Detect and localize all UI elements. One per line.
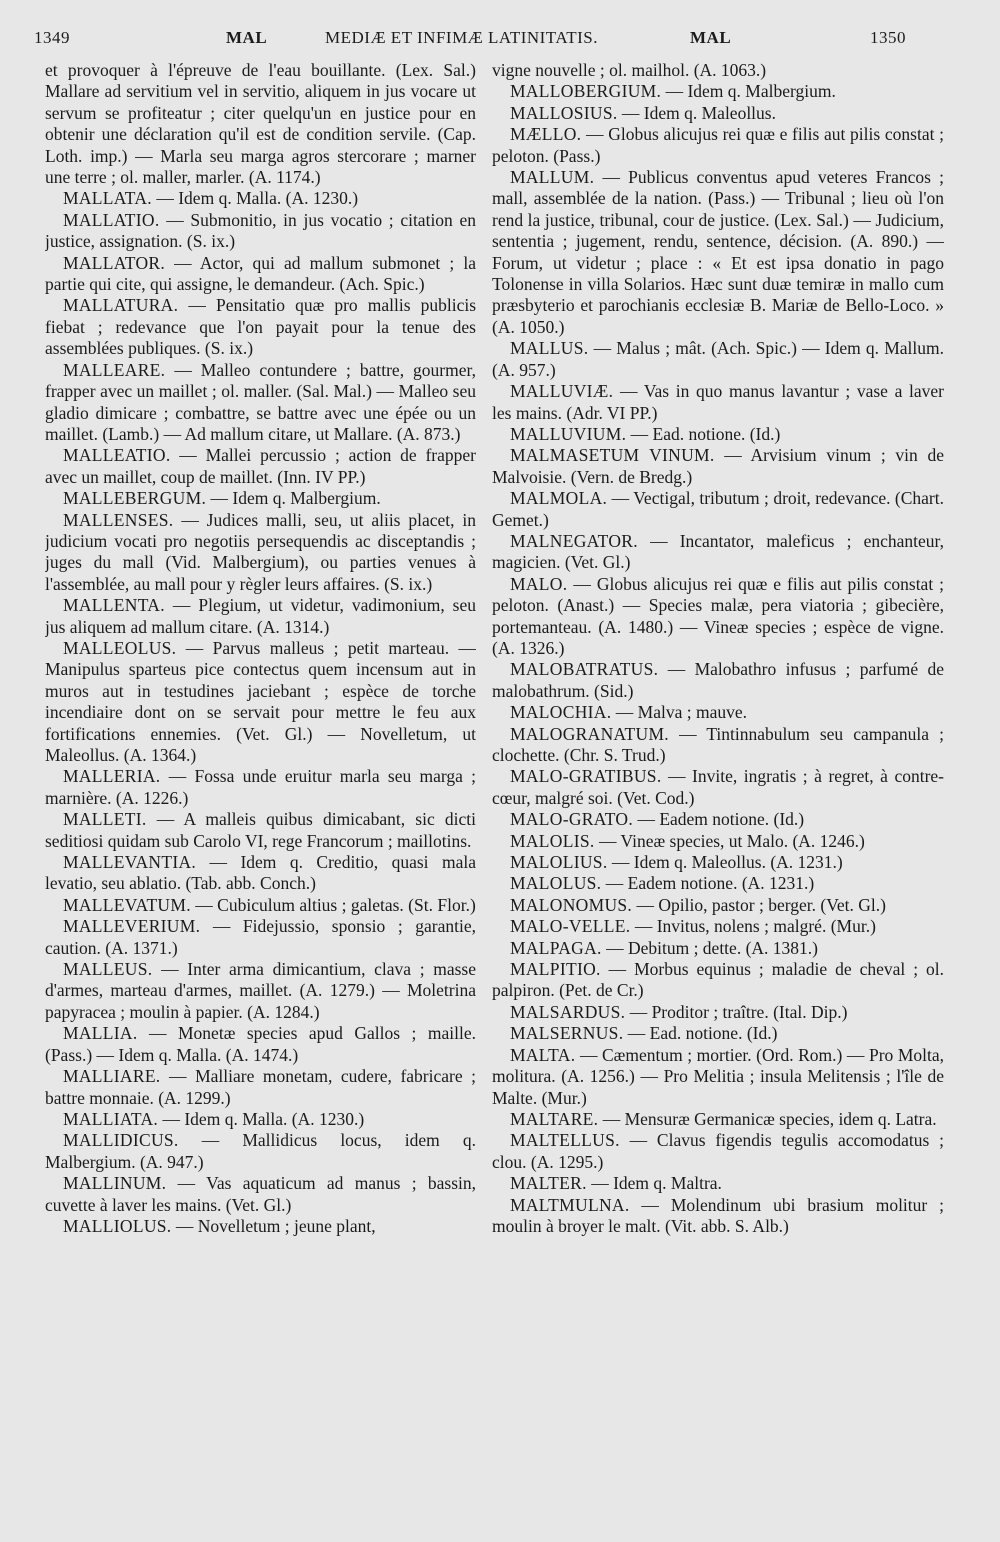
entry-definition: — Idem q. Malbergium.	[210, 488, 381, 509]
dictionary-entry	[45, 1023, 476, 1066]
entry-headword: MALTMULNA.	[510, 1194, 630, 1215]
entry-headword: MALTA.	[510, 1044, 576, 1065]
dictionary-entry	[492, 809, 944, 830]
dictionary-entry	[492, 574, 944, 660]
entry-definition: — Novelletum ; jeune plant,	[175, 1215, 376, 1236]
dictionary-entry	[492, 766, 944, 809]
entry-definition: — Inter arma dimicantium, clava ; masse d'armes, marteau d'armes, maillet. (A. 1279.) — Moletrina papyracea ; moulin à papier. (A. 1284.)	[45, 959, 476, 1022]
entry-definition: — Submonitio, in jus vocatio ; citation en justice, assignation. (S. ix.)	[45, 209, 476, 252]
entry-definition: — Vineæ species, ut Malo. (A. 1246.)	[598, 830, 865, 851]
entry-definition: — Malva ; mauve.	[615, 702, 747, 723]
entry-definition: — Idem q. Malla. (A. 1230.)	[162, 1108, 365, 1129]
entry-headword: MALOGRANATUM.	[510, 723, 669, 744]
dictionary-entry	[492, 103, 944, 124]
dictionary-entry	[45, 595, 476, 638]
dictionary-entry	[492, 873, 944, 894]
entry-definition: — Malliare monetam, cudere, fabricare ; battre monnaie. (A. 1299.)	[45, 1066, 476, 1108]
entry-definition: — Opilio, pastor ; berger. (Vet. Gl.)	[636, 894, 886, 915]
entry-headword: MALLUVIUM.	[510, 423, 627, 444]
entry-definition: — Pensitatio quæ pro mallis publicis fiebat ; redevance que l'on payait pour la tenue des assemblées publiques. (S. ix.)	[45, 295, 476, 359]
entry-headword: MALLEBERGUM.	[63, 488, 207, 509]
entry-headword: MALO-GRATO.	[510, 809, 634, 830]
dictionary-entry	[492, 381, 944, 424]
dictionary-entry	[45, 959, 476, 1023]
entry-headword: MALLERIA.	[63, 766, 161, 787]
dictionary-entry	[492, 1023, 944, 1044]
entry-headword: MALLOSIUS.	[510, 102, 618, 123]
dictionary-entry	[492, 724, 944, 767]
entry-headword: MALLIATA.	[63, 1108, 159, 1129]
entry-headword: MALMASETUM VINUM.	[510, 445, 715, 466]
entry-headword: MALONOMUS.	[510, 894, 633, 915]
entry-headword: MALLEVATUM.	[63, 894, 191, 915]
dictionary-entry	[45, 766, 476, 809]
entry-definition: — Malleo contundere ; battre, gourmer, frapper avec un maillet ; ol. maller. (Sal. Mal.) — Malleo seu gladio dimicare ; combattre, se battre avec une épée ou un maillet. (Lamb.) — Ad mallum citare, ut Mallare. (A. 873.)	[45, 359, 476, 444]
dictionary-entry	[492, 60, 944, 81]
entry-definition: — Globus alicujus rei quæ e filis aut pilis constat ; peloton. (Anast.) — Species malæ, pera viatoria ; gibecière, portemanteau. (A. 1480.) — Vineæ species ; espèce de vigne. (A. 1326.)	[492, 573, 944, 658]
entry-definition: — Vas in quo manus lavantur ; vase a laver les mains. (Adr. VI PP.)	[492, 381, 944, 423]
dictionary-entry	[45, 360, 476, 446]
running-header	[0, 28, 1000, 58]
dictionary-entry	[492, 488, 944, 531]
entry-headword: MALLOBERGIUM.	[510, 81, 662, 102]
entry-headword: MALLUM.	[510, 167, 595, 188]
entry-headword: MALMOLA.	[510, 488, 608, 509]
entry-headword: MALLENTA.	[63, 595, 165, 616]
entry-headword: MALLIOLUS.	[63, 1215, 172, 1236]
dictionary-entry	[45, 1216, 476, 1237]
dictionary-entry	[492, 1109, 944, 1130]
entry-definition: — Malobathro infusus ; parfumé de malobathrum. (Sid.)	[492, 659, 944, 701]
dictionary-entry	[45, 1173, 476, 1216]
dictionary-entry	[492, 895, 944, 916]
dictionary-entry	[492, 702, 944, 723]
entry-headword: MALLENSES.	[63, 509, 174, 530]
dictionary-entry	[45, 445, 476, 488]
dictionary-entry	[45, 1109, 476, 1130]
dictionary-entry	[45, 895, 476, 916]
entry-definition: — Idem q. Malbergium.	[665, 81, 836, 102]
dictionary-entry	[492, 916, 944, 937]
entry-headword: MALNEGATOR.	[510, 530, 638, 551]
guide-word-left: MAL	[226, 28, 268, 47]
entry-headword: MALLIDICUS.	[63, 1130, 179, 1151]
entry-definition: — Idem q. Maltra.	[591, 1173, 722, 1194]
entry-definition: — Malus ; mât. (Ach. Spic.) — Idem q. Mallum. (A. 957.)	[492, 338, 944, 380]
entry-headword: MALOCHIA.	[510, 702, 612, 723]
entry-definition: — Fidejussio, sponsio ; garantie, caution. (A. 1371.)	[45, 916, 476, 958]
entry-definition: — Idem q. Malla. (A. 1230.)	[156, 188, 359, 209]
entry-headword: MALTARE.	[510, 1108, 599, 1129]
entry-definition: — Idem q. Maleollus. (A. 1231.)	[611, 852, 843, 873]
dictionary-entry	[492, 1045, 944, 1109]
entry-definition: — Mallei percussio ; action de frapper avec un maillet, coup de maillet. (Inn. IV PP.)	[45, 445, 476, 487]
entry-definition: et provoquer à l'épreuve de l'eau bouillante. (Lex. Sal.) Mallare ad servitium vel in servitio, aliquem in jus vocare ut servum se profiteatur ; citer quelqu'un en justice pour en obtenir une déclaration qu'il est de condition servile. (Cap. Loth. imp.) — Marla seu marga agros stercorare ; marner une terre ; ol. maller, marler. (A. 1174.)	[45, 60, 476, 188]
entry-definition: — Clavus figendis tegulis accomodatus ; clou. (A. 1295.)	[492, 1130, 944, 1172]
entry-definition: — Proditor ; traître. (Ital. Dip.)	[629, 1001, 848, 1022]
entry-definition: — Actor, qui ad mallum submonet ; la partie qui cite, qui assigne, le demandeur. (Ach. Spic.)	[45, 252, 476, 295]
dictionary-entry	[45, 210, 476, 253]
dictionary-entry	[45, 916, 476, 959]
entry-definition: — Publicus conventus apud veteres Francos ; mall, assemblée de la nation. (Pass.) — Tribunal ; lieu où l'on rend la justice, tribunal, cour de justice. (Lex. Sal.) — Judicium, sententia ; jugement, rendu, sentence, décision. (A. 890.) — Forum, ut videtur ; place : « Et est ipsa donatio in pago Tolonense in villa Solarios. Hæc sunt duæ temiræ in mallo cum præsbyterio et parochianis ecclesiæ B. Mariæ de Bello-Loco. » (A. 1050.)	[492, 167, 944, 337]
dictionary-entry	[492, 938, 944, 959]
dictionary-entry	[492, 1173, 944, 1194]
running-title: MEDIÆ ET INFIMÆ LATINITATIS.	[325, 28, 598, 47]
entry-headword: MALLATA.	[63, 188, 152, 209]
dictionary-entry	[492, 959, 944, 1002]
entry-definition: — Mensuræ Germanicæ species, idem q. Latra.	[602, 1108, 937, 1129]
dictionary-entry	[492, 531, 944, 574]
entry-headword: MALSARDUS.	[510, 1001, 626, 1022]
entry-headword: MALLUVIÆ.	[510, 381, 614, 402]
entry-headword: MALLATOR.	[63, 252, 166, 273]
entry-headword: MALLINUM.	[63, 1173, 167, 1194]
dictionary-entry	[492, 338, 944, 381]
entry-headword: MALLATURA.	[63, 295, 179, 316]
entry-headword: MALLEOLUS.	[63, 637, 177, 658]
entry-definition: — Judices malli, seu, ut aliis placet, in judicium vocati pro negotiis persequendis ac disceptandis ; juges du mall (Vid. Malbergium), ou parties venues à l'assemblée, au mall pour y règler leurs affaires. (S. ix.)	[45, 509, 476, 594]
entry-headword: MÆLLO.	[510, 124, 582, 145]
dictionary-entry	[492, 124, 944, 167]
dictionary-entry	[492, 1002, 944, 1023]
entry-headword: MALOLIS.	[510, 830, 595, 851]
entry-headword: MALOBATRATUS.	[510, 659, 659, 680]
entry-definition: — Fossa unde eruitur marla seu marga ; marnière. (A. 1226.)	[45, 766, 476, 808]
dictionary-entry	[45, 60, 476, 188]
entry-headword: MALLIA.	[63, 1023, 138, 1044]
entry-definition: — Debitum ; dette. (A. 1381.)	[606, 937, 818, 958]
dictionary-entry	[45, 510, 476, 596]
entry-definition: — Monetæ species apud Gallos ; maille. (Pass.) — Idem q. Malla. (A. 1474.)	[45, 1023, 476, 1065]
entry-definition: — Idem q. Creditio, quasi mala levatio, seu ablatio. (Tab. abb. Conch.)	[45, 852, 476, 894]
dictionary-entry	[45, 809, 476, 852]
entry-definition: — Vas aquaticum ad manus ; bassin, cuvette à laver les mains. (Vet. Gl.)	[45, 1173, 476, 1215]
entry-headword: MALLEARE.	[63, 359, 166, 380]
entry-definition: — Invite, ingratis ; à regret, à contre-cœur, malgré soi. (Vet. Cod.)	[492, 766, 944, 808]
entry-headword: MALLEATIO.	[63, 445, 171, 466]
entry-definition: — Parvus malleus ; petit marteau. — Manipulus sparteus pice contectus quem incensum aut in muros aut in testudines jaciebant ; espèce de torche incendiaire dont on se servait pour mettre le feu aux fortifications ennemies. (Vet. Gl.) — Novelletum, ut Maleollus. (A. 1364.)	[45, 637, 476, 765]
dictionary-entry	[492, 424, 944, 445]
entry-definition: — Molendinum ubi brasium molitur ; moulin à broyer le malt. (Vit. abb. S. Alb.)	[492, 1194, 944, 1236]
dictionary-entry	[45, 852, 476, 895]
entry-headword: MALLATIO.	[63, 209, 160, 230]
entry-headword: MALOLIUS.	[510, 852, 608, 873]
entry-headword: MALO-GRATIBUS.	[510, 766, 662, 787]
entry-headword: MALLUS.	[510, 338, 589, 359]
entry-headword: MALLIARE.	[63, 1066, 161, 1087]
entry-headword: MALPITIO.	[510, 959, 601, 980]
dictionary-entry	[492, 1195, 944, 1238]
dictionary-entry	[492, 831, 944, 852]
left-column	[45, 60, 476, 1530]
entry-definition: — Eadem notione. (A. 1231.)	[605, 873, 815, 894]
entry-definition: — Plegium, ut videtur, vadimonium, seu jus aliquem ad mallum citare. (A. 1314.)	[45, 595, 476, 637]
right-column	[492, 60, 944, 1530]
dictionary-entry	[492, 659, 944, 702]
entry-headword: MALLEVERIUM.	[63, 916, 201, 937]
entry-definition: — Idem q. Maleollus.	[621, 102, 776, 123]
entry-definition: — Morbus equinus ; maladie de cheval ; ol. palpiron. (Pet. de Cr.)	[492, 959, 944, 1001]
entry-headword: MALPAGA.	[510, 937, 602, 958]
entry-headword: MALTELLUS.	[510, 1130, 620, 1151]
entry-definition: — Tintinnabulum seu campanula ; clochette. (Chr. S. Trud.)	[492, 723, 944, 765]
entry-definition: — Cubiculum altius ; galetas. (St. Flor.)	[195, 894, 476, 915]
page-number-left: 1349	[34, 28, 70, 47]
dictionary-entry	[45, 1066, 476, 1109]
entry-headword: MALLEVANTIA.	[63, 852, 197, 873]
guide-word-right: MAL	[690, 28, 732, 47]
entry-headword: MALTER.	[510, 1173, 587, 1194]
entry-headword: MALO.	[510, 573, 568, 594]
entry-definition: — Eadem notione. (Id.)	[637, 809, 805, 830]
entry-definition: — Invitus, nolens ; malgré. (Mur.)	[634, 916, 876, 937]
entry-definition: vigne nouvelle ; ol. mailhol. (A. 1063.)	[492, 60, 767, 80]
entry-definition: — Incantator, maleficus ; enchanteur, magicien. (Vet. Gl.)	[492, 530, 944, 573]
entry-headword: MALOLUS.	[510, 873, 602, 894]
entry-definition: — A malleis quibus dimicabant, sic dicti seditiosi quidam sub Carolo VI, rege Francorum ; maillotins.	[45, 809, 476, 851]
entry-definition: — Arvisium vinum ; vin de Malvoisie. (Vern. de Bredg.)	[492, 445, 944, 487]
entry-headword: MALSERNUS.	[510, 1023, 624, 1044]
dictionary-entry	[492, 167, 944, 338]
entry-definition: — Vectigal, tributum ; droit, redevance. (Chart. Gemet.)	[492, 488, 944, 530]
entry-headword: MALLEUS.	[63, 959, 153, 980]
entry-definition: — Ead. notione. (Id.)	[627, 1023, 778, 1044]
dictionary-entry	[492, 1130, 944, 1173]
dictionary-entry	[45, 253, 476, 296]
entry-headword: MALLETI.	[63, 809, 147, 830]
dictionary-entry	[45, 295, 476, 359]
dictionary-entry	[492, 81, 944, 102]
entry-headword: MALO-VELLE.	[510, 916, 631, 937]
page-number-right: 1350	[870, 28, 906, 47]
dictionary-entry	[45, 1130, 476, 1173]
dictionary-entry	[45, 638, 476, 766]
dictionary-entry	[45, 488, 476, 509]
dictionary-entry	[492, 445, 944, 488]
entry-definition: — Globus alicujus rei quæ e filis aut pilis constat ; peloton. (Pass.)	[492, 124, 944, 166]
entry-definition: — Ead. notione. (Id.)	[630, 423, 781, 444]
dictionary-entry	[492, 852, 944, 873]
dictionary-entry	[45, 188, 476, 209]
entry-definition: — Mallidicus locus, idem q. Malbergium. (A. 947.)	[45, 1130, 476, 1172]
entry-definition: — Cæmentum ; mortier. (Ord. Rom.) — Pro Molta, molitura. (A. 1256.) — Pro Melitia ; insula Melitensis ; l'île de Malte. (Mur.)	[492, 1044, 944, 1108]
